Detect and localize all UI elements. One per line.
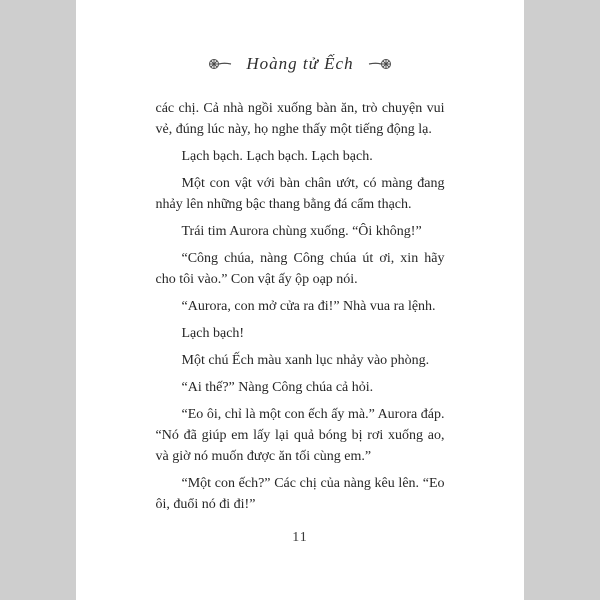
chapter-title: Hoàng tử Ếch: [246, 54, 354, 73]
paragraph: các chị. Cả nhà ngồi xuống bàn ăn, trò chuyện vui vẻ, đúng lúc này, họ nghe thấy một tiếng động lạ.: [155, 101, 445, 137]
paragraph: Một chú Ếch màu xanh lục nhảy vào phòng.: [181, 353, 430, 368]
paragraph: “Công chúa, nàng Công chúa út ơi, xin hãy cho tôi vào.” Con vật ấy ộp oạp nói.: [155, 251, 445, 287]
paragraph: Lạch bạch!: [181, 326, 245, 341]
paragraph: Trái tim Aurora chùng xuống. “Ôi không!”: [181, 224, 422, 239]
paragraph: Một con vật với bàn chân ướt, có màng đang nhảy lên những bậc thang bằng đá cẩm thạch.: [155, 176, 445, 212]
paragraph: Lạch bạch. Lạch bạch. Lạch bạch.: [181, 149, 373, 164]
fleuron-left-icon: [207, 57, 233, 71]
paragraph: “Eo ôi, chỉ là một con ếch ấy mà.” Aurora đáp. “Nó đã giúp em lấy lại quả bóng bị rơi xuống ao, và giờ nó muốn được ăn tối cùng em.”: [155, 407, 445, 464]
paragraph: “Aurora, con mở cửa ra đi!” Nhà vua ra lệnh.: [181, 299, 436, 314]
paragraph: “Một con ếch?” Các chị của nàng kêu lên. “Eo ôi, đuổi nó đi đi!”: [155, 476, 445, 512]
paragraph: “Ai thế?” Nàng Công chúa cả hỏi.: [181, 380, 374, 395]
fleuron-right-icon: [367, 57, 393, 71]
book-page: [76, 0, 524, 600]
body-text: [156, 98, 445, 515]
page-number: 11: [292, 530, 308, 545]
chapter-header: [76, 53, 524, 75]
